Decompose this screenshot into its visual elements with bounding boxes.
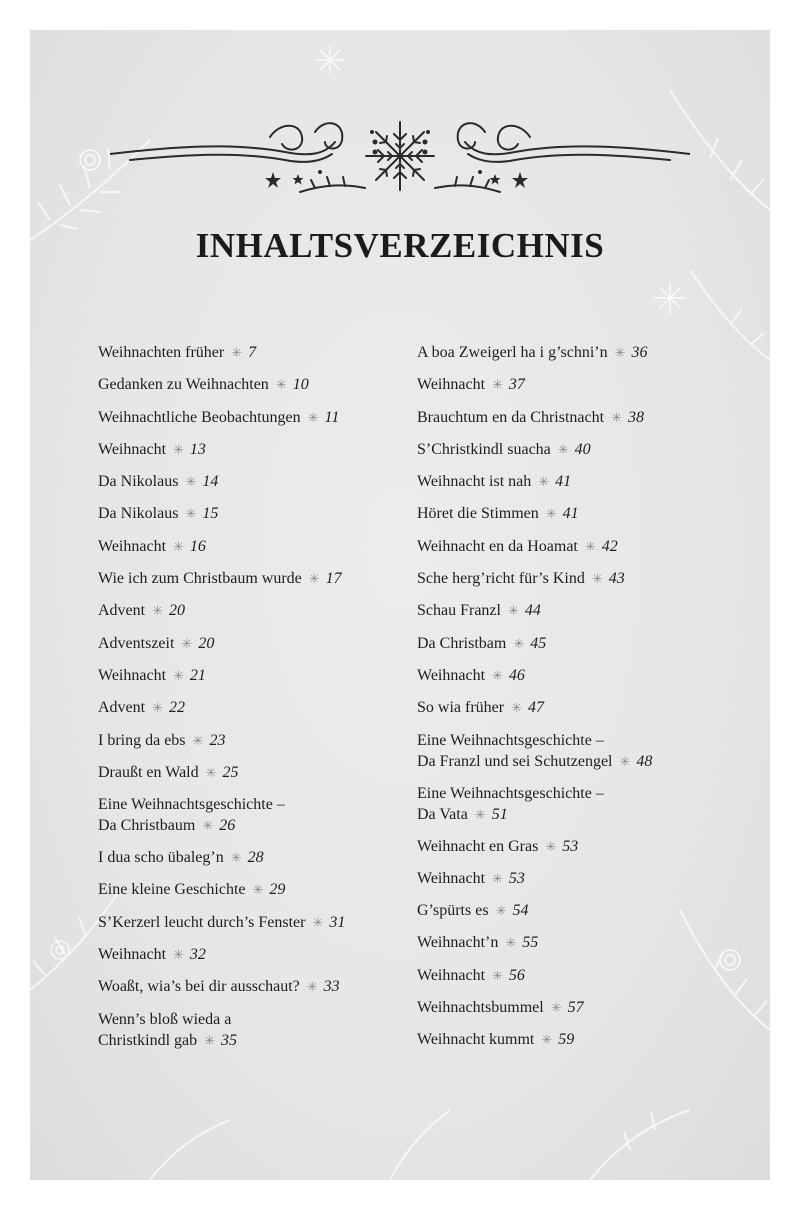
toc-right-column: [417, 342, 747, 1062]
toc-page-number: 55: [522, 934, 539, 952]
toc-entry-title: [98, 847, 408, 868]
toc-entry: [98, 879, 408, 911]
toc-entry-title: [98, 407, 408, 428]
snowflake-star-icon: ✳: [541, 1032, 553, 1048]
toc-entry-text: Adventszeit: [98, 634, 175, 652]
toc-entry-text: Weihnachtsbummel: [417, 999, 544, 1017]
toc-entry: [417, 783, 747, 836]
toc-entry: [98, 794, 408, 847]
snowflake-star-icon: ✳: [152, 700, 164, 716]
toc-entry-title: [98, 815, 408, 836]
toc-page-number: 53: [508, 869, 525, 887]
toc-page-number: 40: [574, 440, 591, 458]
toc-entry: [417, 471, 747, 503]
toc-entry: [417, 665, 747, 697]
toc-entry-title: [417, 374, 747, 395]
toc-entry: [417, 568, 747, 600]
snowflake-star-icon: ✳: [474, 806, 486, 822]
toc-entry-title: [417, 503, 747, 524]
toc-entry-text: A boa Zweigerl ha i g’schni’n: [417, 344, 608, 361]
toc-entry-text: Christkindl gab: [98, 1031, 198, 1049]
snowflake-star-icon: ✳: [505, 935, 517, 951]
toc-entry-title: [417, 783, 747, 804]
toc-entry-text: Schau Franzl: [417, 602, 501, 620]
toc-entry: [98, 536, 408, 568]
snowflake-star-icon: ✳: [619, 753, 631, 769]
toc-entry-text: Gedanken zu Weihnachten: [98, 376, 269, 394]
toc-entry-text: Weihnacht: [98, 537, 167, 555]
toc-entry: [98, 342, 408, 374]
toc-entry: [98, 944, 408, 976]
toc-entry-title: [417, 342, 747, 363]
snowflake-star-icon: ✳: [230, 850, 242, 866]
toc-entry: [98, 633, 408, 665]
toc-page-number: 22: [169, 699, 186, 717]
toc-page-number: 37: [508, 376, 525, 394]
toc-entry-title: [98, 471, 408, 492]
toc-entry-text: Weihnacht: [417, 966, 486, 984]
toc-entry-title: [417, 868, 747, 889]
toc-entry-text: Weihnachten früher: [98, 344, 225, 361]
toc-entry-text: I bring da ebs: [98, 731, 186, 749]
toc-page-number: 41: [555, 473, 572, 491]
snowflake-star-icon: ✳: [202, 818, 214, 834]
toc-entry-text: Weihnacht en Gras: [417, 837, 539, 855]
snowflake-star-icon: ✳: [614, 345, 626, 360]
toc-entry-text: Eine Weihnachtsgeschichte –: [417, 731, 604, 749]
snowflake-star-icon: ✳: [513, 635, 525, 651]
toc-entry-text: Da Nikolaus: [98, 505, 179, 523]
book-page: [30, 30, 770, 1180]
toc-page-number: 54: [512, 902, 529, 920]
snowflake-star-icon: ✳: [492, 870, 503, 886]
snowflake-star-icon: ✳: [173, 538, 184, 554]
toc-entry-title: [417, 900, 747, 921]
toc-entry: [98, 697, 408, 729]
toc-entry-text: Weihnacht’n: [417, 934, 499, 952]
toc-entry-title: [98, 568, 408, 589]
toc-page-number: 43: [608, 570, 625, 588]
toc-page-number: 15: [202, 505, 219, 523]
toc-entry-text: Eine Weihnachtsgeschichte –: [98, 796, 285, 814]
snowflake-star-icon: ✳: [307, 409, 319, 425]
toc-entry-text: Draußt en Wald: [98, 763, 199, 781]
snowflake-star-icon: ✳: [584, 538, 596, 554]
snowflake-star-icon: ✳: [557, 441, 569, 457]
toc-page-number: 48: [636, 752, 653, 770]
toc-entry-text: Da Christbam: [417, 634, 507, 652]
toc-entry: [417, 932, 747, 964]
toc-entry-text: Weihnacht kummt: [417, 1031, 535, 1049]
toc-entry: [417, 868, 747, 900]
toc-entry: [98, 1009, 408, 1062]
toc-entry-text: Weihnachtliche Beobachtungen: [98, 408, 301, 426]
toc-page-number: 33: [323, 978, 340, 996]
toc-entry-title: [417, 536, 747, 557]
toc-page-number: 45: [530, 634, 547, 652]
toc-entry: [417, 730, 747, 783]
toc-entry-text: Weihnacht: [98, 440, 167, 458]
toc-entry: [417, 633, 747, 665]
toc-entry: [98, 600, 408, 632]
toc-entry: [417, 997, 747, 1029]
snowflake-star-icon: ✳: [252, 882, 264, 898]
toc-entry-title: [98, 912, 408, 933]
snowflake-star-icon: ✳: [306, 979, 318, 995]
snowflake-star-icon: ✳: [495, 903, 507, 919]
toc-entry-title: [417, 997, 747, 1018]
toc-entry-title: [417, 1029, 747, 1050]
snowflake-star-icon: ✳: [545, 506, 557, 522]
toc-entry: [417, 503, 747, 535]
toc-entry: [417, 439, 747, 471]
snowflake-ornament-icon: [110, 92, 690, 202]
toc-entry-title: [417, 600, 747, 621]
toc-entry-title: [98, 374, 408, 395]
toc-entry-title: [417, 665, 747, 686]
toc-entry-title: [417, 965, 747, 986]
toc-page-number: 46: [508, 666, 525, 684]
snowflake-star-icon: ✳: [492, 377, 503, 393]
toc-entry-title: [98, 665, 408, 686]
toc-page-number: 13: [189, 440, 206, 458]
toc-entry-title: [98, 762, 408, 783]
toc-entry-title: [98, 730, 408, 751]
snowflake-star-icon: ✳: [173, 667, 184, 683]
toc-page-number: 25: [222, 763, 239, 781]
toc-entry-title: [98, 1009, 408, 1030]
toc-page-number: 59: [558, 1031, 575, 1049]
toc-entry: [98, 471, 408, 503]
toc-entry-title: [98, 1030, 408, 1051]
toc-entry-text: S’Christkindl suacha: [417, 440, 551, 458]
toc-entry-title: [98, 794, 408, 815]
snowflake-star-icon: ✳: [204, 1032, 216, 1048]
toc-entry: [417, 697, 747, 729]
toc-entry: [98, 439, 408, 471]
toc-entry-text: Da Vata: [417, 805, 468, 823]
toc-entry-text: I dua scho übaleg’n: [98, 849, 224, 867]
toc-entry: [417, 374, 747, 406]
toc-entry-text: Weihnacht: [98, 666, 167, 684]
toc-page-number: 38: [627, 408, 644, 426]
snowflake-star-icon: ✳: [152, 603, 164, 619]
toc-entry-text: Brauchtum en da Christnacht: [417, 408, 605, 426]
toc-entry-text: Advent: [98, 699, 146, 717]
toc-entry-text: Weihnacht: [417, 666, 486, 684]
toc-entry: [98, 976, 408, 1008]
toc-page-number: 14: [202, 473, 219, 491]
toc-entry-title: [98, 439, 408, 460]
toc-entry-text: Wie ich zum Christbaum wurde: [98, 570, 302, 588]
snowflake-star-icon: ✳: [205, 764, 217, 780]
toc-entry-text: Weihnacht: [417, 869, 486, 887]
toc-entry-text: So wia früher: [417, 699, 505, 717]
toc-entry-title: [417, 730, 747, 751]
snowflake-star-icon: ✳: [591, 571, 603, 587]
toc-page-number: 17: [325, 570, 342, 588]
toc-entry-text: Höret die Stimmen: [417, 505, 539, 523]
toc-entry: [98, 374, 408, 406]
toc-entry: [417, 965, 747, 997]
toc-entry: [98, 730, 408, 762]
snowflake-star-icon: ✳: [492, 667, 503, 683]
snowflake-star-icon: ✳: [545, 838, 557, 854]
toc-page-number: 56: [508, 966, 525, 984]
toc-entry-text: Sche herg’richt für’s Kind: [417, 570, 585, 588]
toc-page-number: 51: [491, 805, 508, 823]
toc-page-number: 11: [324, 408, 340, 426]
toc-entry-title: [98, 536, 408, 557]
toc-entry-text: G’spürts es: [417, 902, 489, 920]
toc-entry: [98, 847, 408, 879]
toc-entry: [98, 762, 408, 794]
toc-entry-title: [417, 407, 747, 428]
toc-entry: [417, 600, 747, 632]
toc-entry: [417, 900, 747, 932]
toc-page-number: 20: [198, 634, 215, 652]
toc-page-number: 42: [601, 537, 618, 555]
toc-entry-text: S’Kerzerl leucht durch’s Fenster: [98, 913, 306, 931]
toc-page-number: 35: [221, 1031, 238, 1049]
snowflake-star-icon: ✳: [538, 474, 550, 490]
snowflake-star-icon: ✳: [181, 635, 193, 651]
toc-page-number: 10: [292, 376, 309, 394]
snowflake-star-icon: ✳: [312, 914, 324, 930]
snowflake-star-icon: ✳: [511, 700, 522, 716]
toc-entry-text: Weihnacht: [417, 376, 486, 394]
toc-entry: [417, 342, 747, 374]
toc-entry: [98, 503, 408, 535]
toc-page-number: 28: [247, 849, 264, 867]
toc-entry-text: Woaßt, wia’s bei dir ausschaut?: [98, 978, 300, 996]
toc-entry-title: [417, 836, 747, 857]
toc-entry-title: [417, 471, 747, 492]
toc-entry-title: [417, 568, 747, 589]
toc-entry-text: Da Franzl und sei Schutzengel: [417, 752, 613, 770]
toc-entry-text: Weihnacht en da Hoamat: [417, 537, 578, 555]
toc-page-number: 29: [269, 881, 286, 899]
toc-entry: [417, 836, 747, 868]
toc-entry-text: Weihnacht ist nah: [417, 473, 532, 491]
toc-entry: [417, 407, 747, 439]
snowflake-star-icon: ✳: [308, 571, 320, 587]
snowflake-star-icon: ✳: [231, 345, 243, 360]
toc-entry: [98, 665, 408, 697]
toc-entry-title: [417, 932, 747, 953]
toc-page-number: 26: [219, 817, 236, 835]
toc-entry-title: [417, 751, 747, 772]
toc-page-number: 47: [528, 699, 544, 717]
toc-entry-title: [98, 633, 408, 654]
snowflake-star-icon: ✳: [507, 603, 519, 619]
toc-entry: [98, 912, 408, 944]
toc-page-number: 21: [189, 666, 206, 684]
toc-page-number: 16: [189, 537, 206, 555]
toc-entry-title: [417, 439, 747, 460]
toc-entry-title: [98, 697, 408, 718]
toc-entry-title: [417, 804, 747, 825]
toc-entry-text: Da Christbaum: [98, 817, 196, 835]
snowflake-star-icon: ✳: [611, 409, 622, 425]
toc-entry-text: Wenn’s bloß wieda a: [98, 1010, 232, 1028]
toc-page-number: 44: [524, 602, 541, 620]
toc-page-number: 53: [562, 837, 579, 855]
snowflake-star-icon: ✳: [275, 377, 287, 393]
snowflake-star-icon: ✳: [173, 947, 184, 963]
toc-entry: [98, 407, 408, 439]
snowflake-star-icon: ✳: [492, 967, 503, 983]
toc-entry-text: Advent: [98, 602, 146, 620]
toc-entry-title: [98, 600, 408, 621]
snowflake-star-icon: ✳: [550, 1000, 562, 1016]
toc-page-number: 23: [209, 731, 226, 749]
toc-entry-text: Eine kleine Geschichte: [98, 881, 246, 899]
toc-entry-title: [98, 944, 408, 965]
toc-page-number: 41: [562, 505, 579, 523]
toc-entry: [417, 1029, 747, 1061]
toc-left-column: [98, 342, 408, 1062]
toc-entry: [98, 568, 408, 600]
snowflake-star-icon: ✳: [185, 474, 197, 490]
toc-entry-title: [98, 976, 408, 997]
toc-page-number: 57: [567, 999, 584, 1017]
toc-entry-text: Eine Weihnachtsgeschichte –: [417, 784, 604, 802]
toc-entry-title: [417, 633, 747, 654]
toc-entry-title: [417, 697, 747, 718]
toc-page-number: 7: [248, 344, 257, 361]
toc-page-number: 20: [169, 602, 186, 620]
toc-page-number: 32: [189, 946, 206, 964]
snowflake-star-icon: ✳: [192, 732, 204, 748]
snowflake-star-icon: ✳: [173, 441, 184, 457]
toc-page-number: 36: [631, 344, 648, 361]
toc-entry-text: Da Nikolaus: [98, 473, 179, 491]
toc-entry-title: [98, 503, 408, 524]
toc-entry-text: Weihnacht: [98, 946, 167, 964]
page-title: INHALTSVERZEICHNIS: [195, 226, 605, 265]
snowflake-star-icon: ✳: [185, 506, 197, 522]
toc-entry-title: [98, 342, 408, 363]
toc-entry-title: [98, 879, 408, 900]
toc-page-number: 31: [329, 913, 346, 931]
toc-entry: [417, 536, 747, 568]
